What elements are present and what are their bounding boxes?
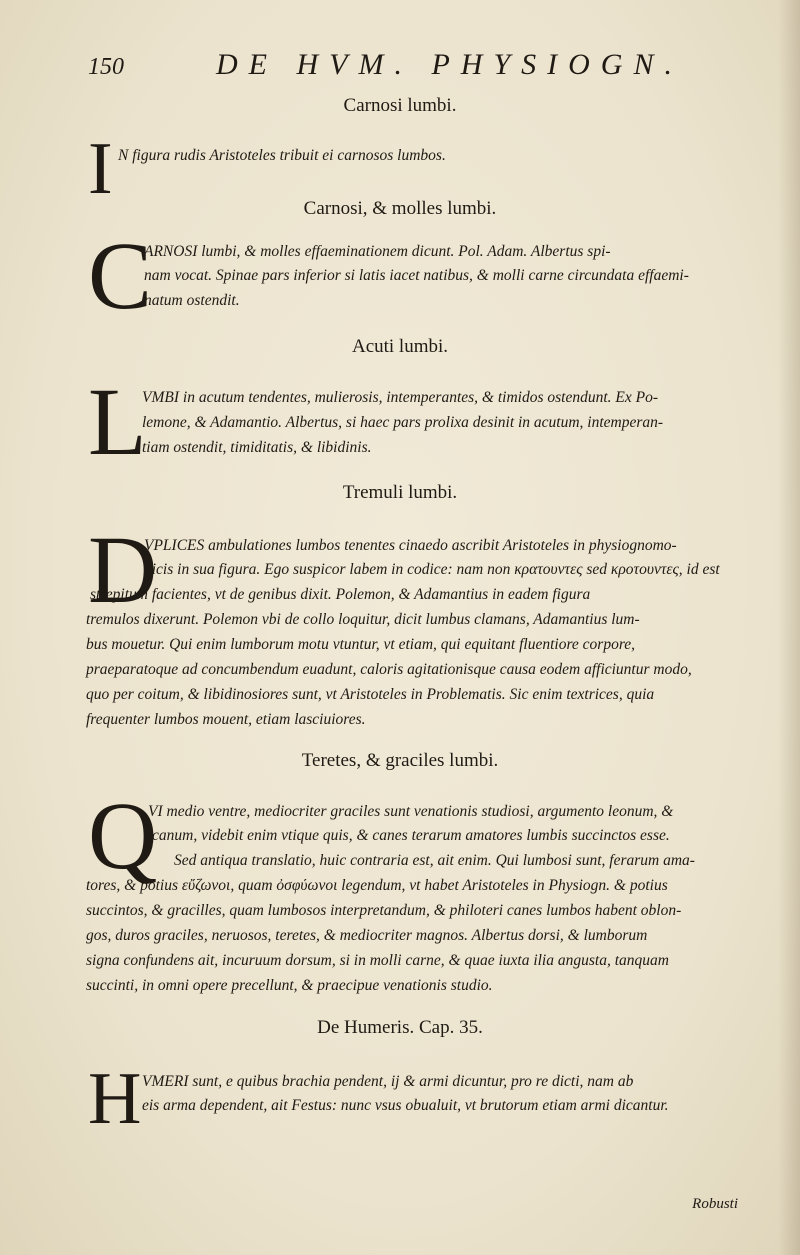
text-line: nicis in sua figura. Ego suspicor labem in codice: nam non κρατουντες sed κροτουντες, id est (144, 561, 720, 578)
text-line: signa confundens ait, incuruum dorsum, si in molli carne, & quae iuxta ilia angusta, tanquam (86, 952, 669, 969)
section-heading: Carnosi lumbi. (343, 95, 457, 116)
catchword: Robusti (692, 1196, 738, 1212)
text-line: lemone, & Adamantio. Albertus, si haec pars prolixa desinit in acutum, intemperan- (142, 414, 664, 431)
text-line: praeparatoque ad concumbendum euadunt, caloris agitationisque causa eodem afficiuntur modo, (86, 661, 692, 678)
text-line: VMBI in acutum tendentes, mulierosis, intemperantes, & timidos ostendunt. Ex Po- (142, 389, 659, 406)
section-paragraph (86, 516, 776, 732)
drop-cap: Q (88, 782, 158, 889)
text-line: strepitum facientes, vt de genibus dixit. Polemon, & Adamantius in eadem figura (90, 586, 591, 603)
text-line: ARNOSI lumbi, & molles effaeminationem dicunt. Pol. Adam. Albertus spi- (144, 243, 611, 260)
section-paragraph (86, 1058, 776, 1140)
page-header (88, 48, 778, 88)
text-line: succintos, & gracilles, quam lumbosos interpretandum, & philoteri canes lumbos habent oblon- (86, 902, 682, 919)
text-line: bus mouetur. Qui enim lumborum motu vtuntur, vt etiam, qui equitant fluentiore corpore, (86, 636, 636, 653)
text-line: frequenter lumbos mouent, etiam lasciuiores. (86, 711, 366, 728)
section-paragraph (86, 222, 776, 329)
section-heading: Tremuli lumbi. (342, 482, 458, 503)
drop-cap: L (88, 368, 147, 475)
text-line: VMERI sunt, e quibus brachia pendent, ij & armi dicuntur, pro re dicti, nam ab (142, 1073, 634, 1090)
text-line: canum, videbit enim vtique quis, & canes terarum amatores lumbis succinctos esse. (152, 827, 670, 844)
text-line: eis arma dependent, ait Festus: nunc vsus obualuit, vt brutorum etiam armi dicantur. (142, 1097, 669, 1114)
running-head: DE HVM. PHYSIOGN. (216, 48, 683, 81)
text-line: natum ostendit. (144, 292, 240, 309)
text-line: VPLICES ambulationes lumbos tenentes cinaedo ascribit Aristoteles in physiognomo- (144, 537, 677, 554)
drop-cap: C (88, 222, 153, 329)
text-line: tremulos dixerunt. Polemon vbi de collo loquitur, dicit lumbus clamans, Adamantius lum- (86, 611, 640, 628)
section-heading: Acuti lumbi. (351, 336, 449, 357)
text-line: quo per coitum, & libidinosiores sunt, vt Aristoteles in Problematis. Sic enim textrices, quia (86, 686, 655, 703)
text-line: tiam ostendit, timiditatis, & libidinis. (142, 439, 372, 456)
text-line: N figura rudis Aristoteles tribuit ei carnosos lumbos. (118, 147, 446, 164)
drop-cap: D (88, 516, 158, 623)
text-line: tores, & potius εὔζωνοι, quam ὀσφύωνοι legendum, vt habet Aristoteles in Physiogn. & potius (86, 877, 668, 894)
section-paragraph (86, 368, 776, 475)
section-heading: Teretes, & graciles lumbi. (301, 750, 499, 771)
text-line: VI medio ventre, mediocriter graciles sunt venationis studiosi, argumento leonum, & (148, 803, 674, 820)
page-number: 150 (88, 54, 124, 80)
text-line: nam vocat. Spinae pars inferior si latis iacet natibus, & molli carne circundata effaemi- (144, 267, 689, 284)
section-heading: Carnosi, & molles lumbi. (303, 198, 497, 219)
text-line: succinti, in omni opere precellunt, & praecipue venationis studio. (86, 977, 493, 994)
text-line: gos, duros graciles, neruosos, teretes, & mediocriter magnos. Albertus dorsi, & lumborum (86, 927, 648, 944)
drop-cap: H (88, 1058, 142, 1140)
section-paragraph (86, 782, 776, 998)
section-heading: De Humeris. Cap. 35. (317, 1017, 483, 1038)
text-line: Sed antiqua translatio, huic contraria est, ait enim. Qui lumbosi sunt, ferarum ama- (174, 852, 695, 869)
drop-cap: I (88, 128, 113, 210)
